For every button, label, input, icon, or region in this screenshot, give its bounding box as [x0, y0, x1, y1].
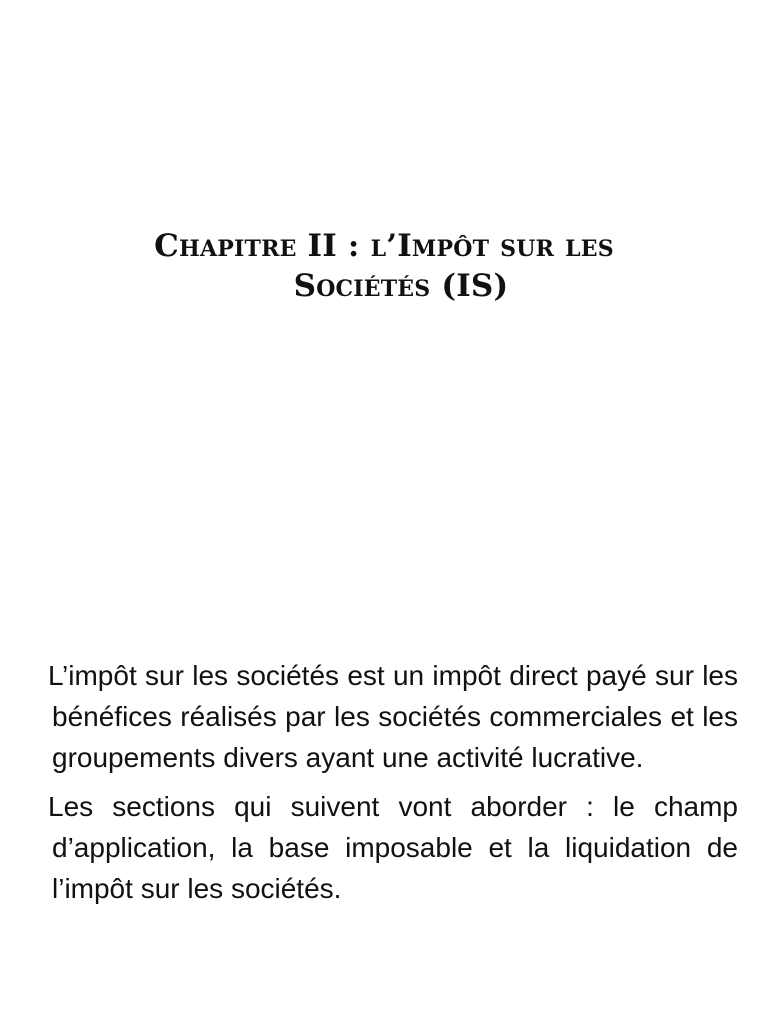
title-line-2: Sociétés (IS): [293, 268, 509, 304]
title-line-1: Chapitre II : l’Impôt sur les: [154, 228, 614, 264]
slide-title: [60, 226, 708, 306]
slide-body: [48, 655, 738, 909]
body-paragraph-1: L’impôt sur les sociétés est un impôt direct payé sur les bénéfices réalisés par les sociétés commerciales et les groupements divers ayant une activité lucrative.: [48, 660, 738, 773]
body-paragraph-2: Les sections qui suivent vont aborder : le champ d’application, la base imposable et la liquidation de l’impôt sur les sociétés.: [48, 791, 738, 904]
